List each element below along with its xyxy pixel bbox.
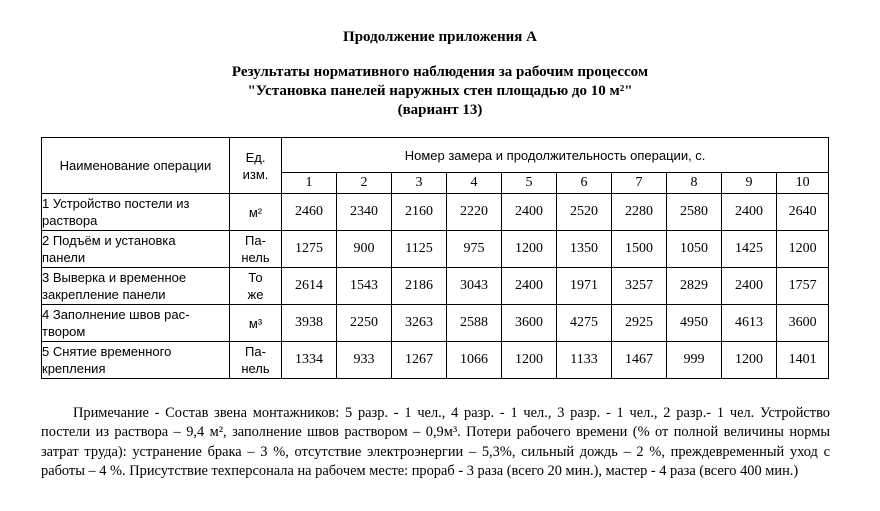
duration-value: 1467 xyxy=(612,342,667,379)
operation-name-line-1: 3 Выверка и временное xyxy=(42,270,187,285)
duration-value: 3043 xyxy=(447,268,502,305)
table-row xyxy=(42,342,829,379)
duration-value: 2220 xyxy=(447,194,502,231)
table-row xyxy=(42,305,829,342)
duration-value: 1757 xyxy=(777,268,829,305)
header-measurement-number: 3 xyxy=(392,173,447,194)
operation-name-line-2: крепления xyxy=(42,361,106,376)
duration-value: 2340 xyxy=(337,194,392,231)
duration-value: 900 xyxy=(337,231,392,268)
operation-unit-line-2: нель xyxy=(241,361,270,376)
duration-value: 2400 xyxy=(722,194,777,231)
duration-value: 1275 xyxy=(282,231,337,268)
header-measurement-number: 10 xyxy=(777,173,829,194)
duration-value: 1350 xyxy=(557,231,612,268)
duration-value: 1200 xyxy=(502,231,557,268)
operation-name-line-1: 1 Устройство постели из xyxy=(42,196,190,211)
duration-value: 2160 xyxy=(392,194,447,231)
duration-value: 933 xyxy=(337,342,392,379)
duration-value: 999 xyxy=(667,342,722,379)
header-unit xyxy=(230,138,282,194)
operation-name xyxy=(42,305,230,342)
duration-value: 1334 xyxy=(282,342,337,379)
header-operation: Наименование операции xyxy=(42,138,230,194)
header-measurement-number: 5 xyxy=(502,173,557,194)
duration-value: 1401 xyxy=(777,342,829,379)
title-line-3: (вариант 13) xyxy=(397,102,483,118)
duration-value: 1267 xyxy=(392,342,447,379)
operation-unit xyxy=(230,342,282,379)
duration-value: 2186 xyxy=(392,268,447,305)
duration-value: 975 xyxy=(447,231,502,268)
operation-unit xyxy=(230,194,282,231)
duration-value: 3600 xyxy=(777,305,829,342)
operation-name xyxy=(42,268,230,305)
duration-value: 3257 xyxy=(612,268,667,305)
operation-unit xyxy=(230,268,282,305)
table-row xyxy=(42,268,829,305)
duration-value: 2588 xyxy=(447,305,502,342)
duration-value: 3938 xyxy=(282,305,337,342)
duration-value: 2640 xyxy=(777,194,829,231)
operation-unit-line-2: нель xyxy=(241,250,270,265)
duration-value: 3600 xyxy=(502,305,557,342)
duration-value: 2614 xyxy=(282,268,337,305)
table-row xyxy=(42,231,829,268)
duration-value: 2250 xyxy=(337,305,392,342)
duration-value: 1125 xyxy=(392,231,447,268)
duration-value: 1971 xyxy=(557,268,612,305)
operation-unit xyxy=(230,231,282,268)
operation-name-line-2: раствора xyxy=(42,213,98,228)
operation-unit-line-1: То xyxy=(248,270,263,285)
duration-value: 3263 xyxy=(392,305,447,342)
header-measurement-group: Номер замера и продолжительность операции, с. xyxy=(282,138,829,173)
duration-value: 4275 xyxy=(557,305,612,342)
operation-name xyxy=(42,231,230,268)
operation-name-line-2: панели xyxy=(42,250,86,265)
operation-unit-line-1: м² xyxy=(248,204,263,220)
duration-value: 2400 xyxy=(502,268,557,305)
operation-name-line-1: 2 Подъём и установка xyxy=(42,233,176,248)
operation-name-line-2: твором xyxy=(42,324,86,339)
operation-unit-line-1: Па- xyxy=(245,344,266,359)
duration-value: 1066 xyxy=(447,342,502,379)
note-paragraph: Примечание - Состав звена монтажников: 5 разр. - 1 чел., 4 разр. - 1 чел., 3 разр. - 1 чел., 2 разр.- 1 чел. Устройство постели из раствора – 9,4 м², заполнение швов раствором – 0,9м³. Потери рабочего времени (% от полной величины нормы затрат труда): устранение брака – 3 %, отсутствие электроэнергии – 5,3%, сильный дождь – 2 %, преждевременный уход с работы – 4 %. Присутствие техперсонала на рабочем месте: прораб - 3 раза (всего 20 мин.), мастер - 4 раза (всего 400 мин.) xyxy=(41,405,830,480)
title-line-1: Результаты нормативного наблюдения за рабочим процессом xyxy=(231,64,649,80)
operation-unit-line-2: же xyxy=(247,287,264,302)
header-unit-line-1: Ед. xyxy=(245,149,266,165)
duration-value: 2925 xyxy=(612,305,667,342)
operation-name xyxy=(42,194,230,231)
duration-value: 1133 xyxy=(557,342,612,379)
header-measurement-number: 4 xyxy=(447,173,502,194)
observation-table xyxy=(41,137,829,379)
operation-name-line-1: 4 Заполнение швов рас- xyxy=(42,307,190,322)
duration-value: 2520 xyxy=(557,194,612,231)
duration-value: 1200 xyxy=(502,342,557,379)
operation-name-line-2: закрепление панели xyxy=(42,287,166,302)
duration-value: 1050 xyxy=(667,231,722,268)
title-line-2: "Установка панелей наружных стен площадью до 10 м²" xyxy=(247,83,633,99)
duration-value: 2460 xyxy=(282,194,337,231)
duration-value: 2829 xyxy=(667,268,722,305)
duration-value: 2580 xyxy=(667,194,722,231)
duration-value: 4950 xyxy=(667,305,722,342)
header-measurement-number: 2 xyxy=(337,173,392,194)
table-row xyxy=(42,194,829,231)
operation-unit xyxy=(230,305,282,342)
header-unit-line-2: изм. xyxy=(242,166,269,182)
duration-value: 1543 xyxy=(337,268,392,305)
operation-name xyxy=(42,342,230,379)
duration-value: 2400 xyxy=(722,268,777,305)
appendix-heading: Продолжение приложения А xyxy=(343,29,537,45)
duration-value: 4613 xyxy=(722,305,777,342)
operation-unit-line-1: м³ xyxy=(248,315,263,331)
operation-unit-line-1: Па- xyxy=(245,233,266,248)
header-measurement-number: 6 xyxy=(557,173,612,194)
header-measurement-number: 7 xyxy=(612,173,667,194)
duration-value: 2280 xyxy=(612,194,667,231)
duration-value: 1425 xyxy=(722,231,777,268)
operation-name-line-1: 5 Снятие временного xyxy=(42,344,172,359)
header-measurement-number: 1 xyxy=(282,173,337,194)
duration-value: 1200 xyxy=(777,231,829,268)
header-measurement-number: 9 xyxy=(722,173,777,194)
duration-value: 2400 xyxy=(502,194,557,231)
header-measurement-number: 8 xyxy=(667,173,722,194)
duration-value: 1500 xyxy=(612,231,667,268)
duration-value: 1200 xyxy=(722,342,777,379)
